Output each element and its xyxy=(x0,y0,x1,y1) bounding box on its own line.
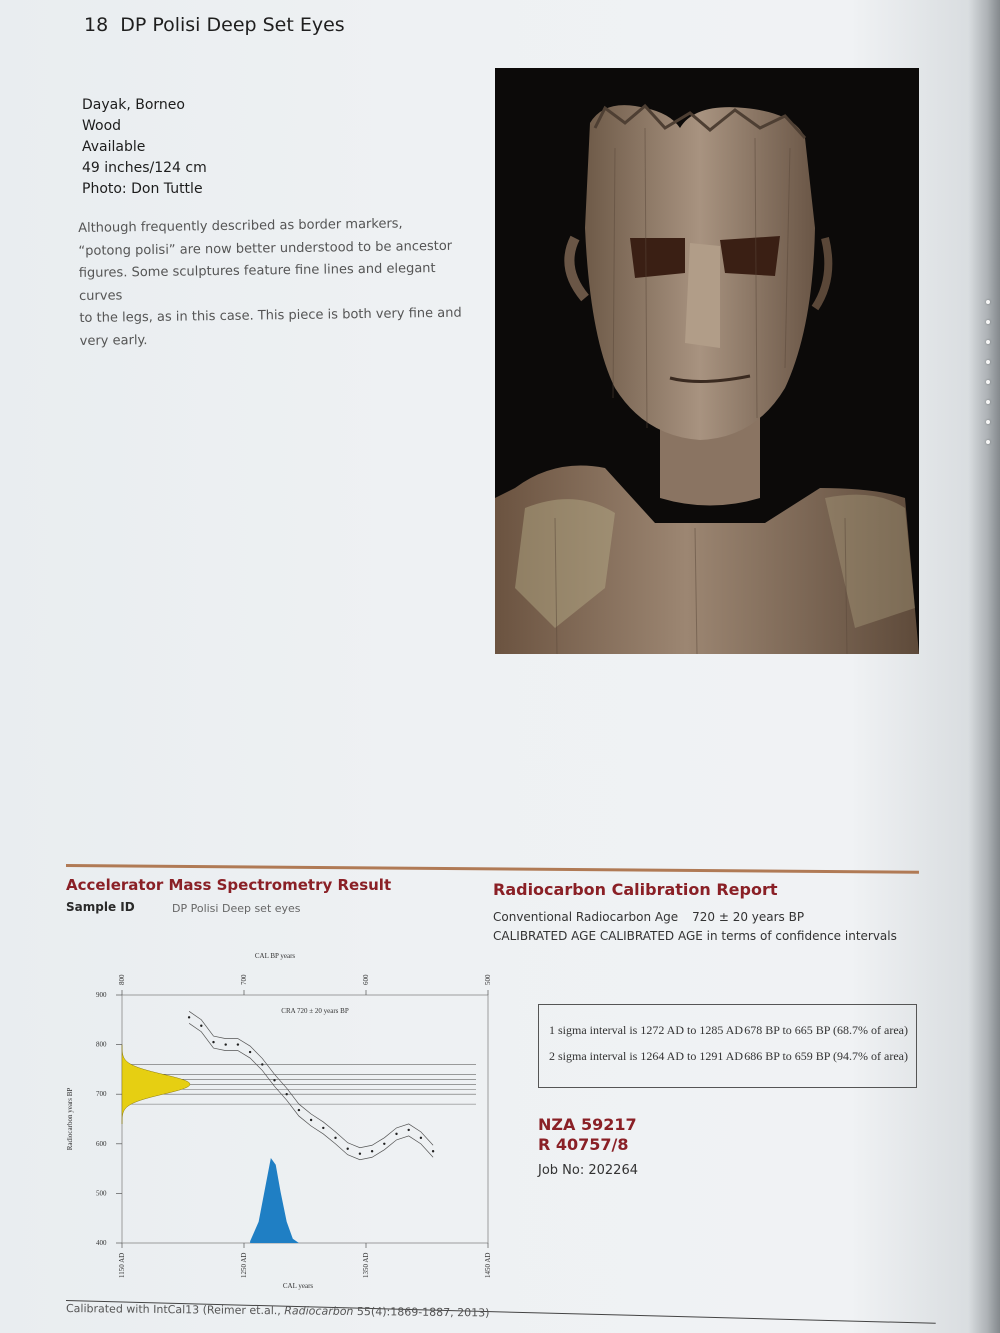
calibration-chart-svg xyxy=(60,945,500,1300)
top-tick-label: 600 xyxy=(362,974,370,985)
x-tick-label: 1150 AD xyxy=(118,1252,126,1278)
description-line: to the legs, as in this case. This piece is both very fine and xyxy=(79,305,462,326)
job-number: Job No: 202264 xyxy=(538,1163,638,1178)
calibration-title: Radiocarbon Calibration Report xyxy=(493,880,778,899)
calibration-curve-point xyxy=(200,1025,202,1027)
calibration-curve-point xyxy=(432,1150,434,1152)
calibration-curve-point xyxy=(286,1093,288,1095)
confidence-interval-box xyxy=(538,1004,917,1088)
object-metadata xyxy=(82,95,207,200)
x-tick-label: 1450 AD xyxy=(484,1252,492,1278)
footnote-journal: Radiocarbon xyxy=(284,1304,354,1319)
top-tick-label: 500 xyxy=(484,974,492,985)
top-tick-label: 700 xyxy=(240,974,248,985)
description-line: figures. Some sculptures feature fine lines and elegant curves xyxy=(78,261,436,304)
footnote-suffix: 55(4):1869-1887, 2013) xyxy=(353,1305,490,1320)
calibration-curve-point xyxy=(395,1133,397,1135)
meta-material: Wood xyxy=(82,118,122,134)
entry-title: DP Polisi Deep Set Eyes xyxy=(120,14,345,36)
calibration-curve-point xyxy=(225,1043,227,1045)
interval-row-1-sigma xyxy=(549,1023,908,1041)
top-axis-label: CAL BP years xyxy=(254,952,296,960)
calibrated-distribution xyxy=(250,1158,299,1243)
calibration-curve-point xyxy=(420,1137,422,1139)
meta-origin: Dayak, Borneo xyxy=(82,97,185,113)
x-axis-label: CAL years xyxy=(282,1282,314,1290)
sample-id-label: Sample ID xyxy=(66,900,135,914)
calibrated-age-line: CALIBRATED AGE CALIBRATED AGE in terms of confidence intervals xyxy=(493,929,897,943)
y-tick-label: 900 xyxy=(96,991,107,999)
top-tick-label: 800 xyxy=(118,974,126,985)
x-tick-label: 1350 AD xyxy=(362,1252,370,1278)
y-tick-label: 800 xyxy=(96,1040,107,1049)
calibration-curve-point xyxy=(310,1119,312,1121)
calibration-curve-point xyxy=(212,1041,214,1043)
cra-value: 720 ± 20 years BP xyxy=(692,910,805,924)
cra-annotation: CRA 720 ± 20 years BP xyxy=(281,1007,349,1015)
calibration-curve-point xyxy=(249,1051,251,1053)
y-tick-label: 500 xyxy=(96,1189,107,1198)
calibration-curve-point xyxy=(298,1109,300,1111)
calibration-curve-point xyxy=(371,1150,373,1152)
ams-title: Accelerator Mass Spectrometry Result xyxy=(66,876,392,894)
meta-photo-credit: Photo: Don Tuttle xyxy=(82,181,203,197)
calibration-curve-point xyxy=(383,1143,385,1145)
meta-dimensions: 49 inches/124 cm xyxy=(82,160,207,176)
description-line: “potong polisi” are now better understood to be ancestor xyxy=(78,238,453,259)
lab-numbers xyxy=(538,1115,637,1155)
carved-figure-illustration xyxy=(495,68,919,654)
nza-number: NZA 59217 xyxy=(538,1115,637,1134)
cra-distribution xyxy=(122,1045,190,1124)
calibration-footnote xyxy=(66,1302,490,1319)
cra-line xyxy=(493,910,804,924)
cra-label: Conventional Radiocarbon Age xyxy=(493,910,679,924)
y-tick-label: 700 xyxy=(96,1090,107,1099)
sample-id-value: DP Polisi Deep set eyes xyxy=(172,902,301,915)
sigma-interval: 2 sigma interval is 1264 AD to 1291 AD xyxy=(549,1049,743,1063)
bp-interval: 686 BP to 659 BP (94.7% of area) xyxy=(744,1049,908,1063)
object-description xyxy=(78,213,472,353)
binding-holes xyxy=(986,300,994,460)
meta-availability: Available xyxy=(82,139,146,155)
page-edge-shadow xyxy=(968,0,1000,1333)
calibration-curve-point xyxy=(273,1079,275,1081)
y-tick-label: 600 xyxy=(96,1139,107,1148)
sigma-interval: 1 sigma interval is 1272 AD to 1285 AD xyxy=(549,1023,743,1037)
report-divider xyxy=(66,864,919,874)
calibration-curve-point xyxy=(408,1129,410,1131)
entry-number: 18 xyxy=(84,14,109,36)
y-tick-label: 400 xyxy=(96,1239,107,1247)
r-number: R 40757/8 xyxy=(538,1135,629,1154)
description-line: very early. xyxy=(79,332,148,349)
page-heading xyxy=(84,14,345,36)
interval-row-2-sigma xyxy=(549,1049,908,1067)
sculpture-photo xyxy=(495,68,919,654)
calibration-curve-point xyxy=(237,1043,239,1045)
plot-frame xyxy=(122,995,488,1243)
calibration-curve-point xyxy=(334,1137,336,1139)
y-axis-label: Radiocarbon years BP xyxy=(66,1087,74,1151)
calibration-chart xyxy=(60,945,500,1300)
footnote-prefix: Calibrated with IntCal13 (Reimer et.al., xyxy=(65,1302,285,1318)
bp-interval: 678 BP to 665 BP (68.7% of area) xyxy=(744,1023,908,1037)
calibration-curve-point xyxy=(359,1153,361,1155)
description-line: Although frequently described as border markers, xyxy=(78,216,403,236)
calibration-curve-point xyxy=(322,1127,324,1129)
calibration-curve-point xyxy=(261,1063,263,1065)
calibration-curve-point xyxy=(188,1016,190,1018)
x-tick-label: 1250 AD xyxy=(240,1252,248,1278)
calibration-curve-point xyxy=(347,1148,349,1150)
